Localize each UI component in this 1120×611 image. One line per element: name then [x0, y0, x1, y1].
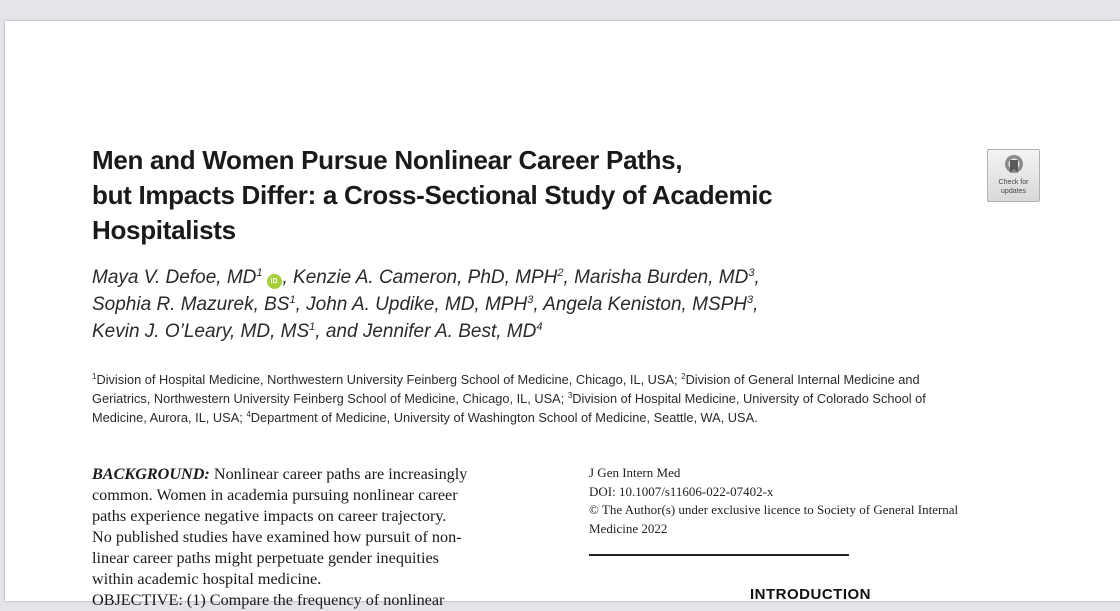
divider: [589, 554, 849, 556]
author-name[interactable]: , John A. Updike, MD, MPH: [295, 294, 528, 315]
title-line-1: Men and Women Pursue Nonlinear Career Paths,: [92, 145, 683, 175]
author-separator: ,: [754, 267, 760, 288]
doi[interactable]: DOI: 10.1007/s11606-022-07402-x: [589, 483, 774, 499]
abstract-line-6: within academic hospital medicine.: [92, 570, 322, 588]
affiliation-marker: 3: [748, 267, 755, 279]
abstract-text: Nonlinear career paths are increasingly: [209, 465, 468, 483]
abstract-line-1: [92, 464, 547, 485]
author-name[interactable]: , Marisha Burden, MD: [563, 267, 749, 288]
title-line-3: Hospitalists: [92, 215, 236, 245]
author-name[interactable]: , Kenzie A. Cameron, PhD, MPH: [282, 267, 558, 288]
crossmark-icon: [1003, 154, 1025, 178]
author-line-1: [92, 264, 992, 291]
affiliation-marker: 1: [256, 267, 263, 279]
affiliation-marker: 1: [289, 294, 296, 306]
affiliation-marker: 3: [527, 294, 534, 306]
check-for-updates-badge[interactable]: [987, 149, 1040, 202]
affiliation-line-3: [92, 408, 1052, 427]
copyright-line-2: Medicine 2022: [589, 520, 668, 536]
affiliation-text: Division of Hospital Medicine, University of Colorado School of: [572, 391, 926, 406]
affiliation-text: Division of Hospital Medicine, Northwestern University Feinberg School of Medicine, Chicago, IL, USA;: [96, 372, 682, 387]
section-heading: INTRODUCTION: [750, 586, 871, 603]
orcid-icon[interactable]: iD: [267, 274, 282, 289]
affiliation-number: 3: [567, 391, 573, 400]
background-heading: BACKGROUND:: [92, 465, 210, 483]
author-name[interactable]: Sophia R. Mazurek, BS: [92, 294, 290, 315]
title-line-2: but Impacts Differ: a Cross-Sectional Study of Academic: [92, 180, 773, 210]
abstract-line-4: No published studies have examined how pursuit of non-: [92, 528, 462, 546]
abstract-line-3: paths experience negative impacts on career trajectory.: [92, 507, 447, 525]
author-line-3: [92, 318, 992, 345]
crossmark-label-2: updates: [1001, 188, 1026, 195]
article-title: [92, 143, 912, 248]
copyright-line-1: © The Author(s) under exclusive licence to Society of General Internal: [589, 502, 959, 517]
author-line-2: [92, 291, 992, 318]
affiliation-number: 1: [92, 372, 97, 381]
affiliation-line-1: [92, 370, 1052, 389]
journal-info: [589, 464, 1049, 538]
paper-page: [5, 21, 1120, 609]
abstract: [92, 464, 547, 611]
affiliation-marker: 3: [747, 294, 754, 306]
author-name[interactable]: , Angela Keniston, MSPH: [533, 294, 748, 315]
abstract-line-5: linear career paths might perpetuate gender inequities: [92, 549, 439, 567]
affiliation-number: 4: [246, 410, 251, 419]
author-name[interactable]: Kevin J. O’Leary, MD, MS: [92, 321, 310, 342]
crossmark-label-1: Check for: [998, 179, 1029, 186]
author-name[interactable]: Maya V. Defoe, MD: [92, 267, 257, 288]
author-separator: ,: [753, 294, 759, 315]
affiliation-text: Division of General Internal Medicine and: [685, 372, 920, 387]
affiliation-number: 2: [681, 372, 686, 381]
affiliation-marker: 2: [557, 267, 564, 279]
abstract-line-2: common. Women in academia pursuing nonlinear career: [92, 486, 458, 504]
affiliation-marker: 4: [536, 321, 543, 333]
affiliations: [92, 370, 1052, 427]
author-list: [92, 264, 992, 345]
affiliation-line-2: [92, 389, 1052, 408]
affiliation-text: Medicine, Aurora, IL, USA;: [92, 410, 247, 425]
affiliation-text: Department of Medicine, University of Washington School of Medicine, Seattle, WA, USA.: [250, 410, 758, 425]
author-name[interactable]: , and Jennifer A. Best, MD: [315, 321, 537, 342]
affiliation-text: Geriatrics, Northwestern University Feinberg School of Medicine, Chicago, IL, USA;: [92, 391, 568, 406]
journal-name: J Gen Intern Med: [589, 465, 681, 480]
abstract-line-7: OBJECTIVE: (1) Compare the frequency of nonlinear: [92, 591, 445, 609]
affiliation-marker: 1: [309, 321, 316, 333]
